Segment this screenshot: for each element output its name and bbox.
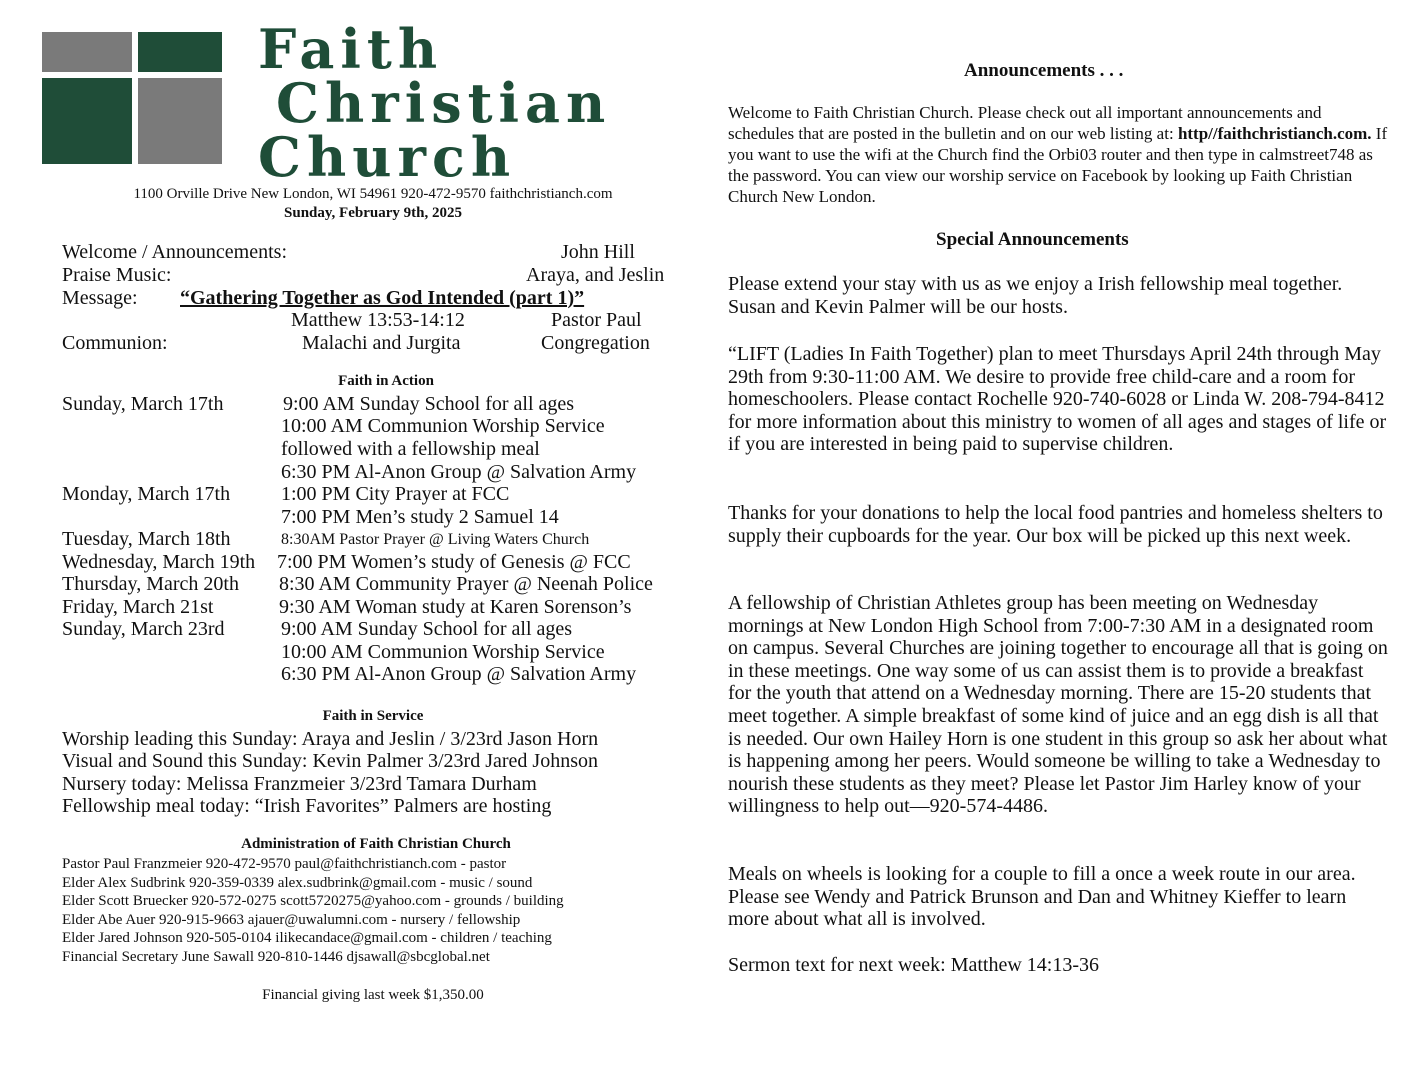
announcement-text: Please extend your stay with us as we enjoy a Irish fellowship meal together. Susan and Kevin Palmer will be our hosts. [728, 273, 1343, 318]
message-preacher: Pastor Paul [551, 309, 642, 331]
event-day: Thursday, March 20th [62, 573, 239, 595]
admin-line: Elder Scott Bruecker 920-572-0275 scott5720275@yahoo.com - grounds / building [62, 893, 564, 910]
logo-line-church: Church [258, 125, 517, 189]
praise-name: Araya, and Jeslin [526, 264, 665, 286]
event-text: 10:00 AM Communion Worship Service [281, 641, 605, 663]
service-line: Visual and Sound this Sunday: Kevin Palmer 3/23rd Jared Johnson [62, 750, 598, 772]
financial-giving: Financial giving last week $1,350.00 [262, 987, 484, 1003]
message-label: Message: [62, 287, 138, 309]
administration-heading: Administration of Faith Christian Church [241, 836, 511, 852]
administration-list [62, 855, 564, 967]
event-text: 6:30 PM Al-Anon Group @ Salvation Army [281, 663, 637, 685]
announcement-paragraph [728, 273, 1388, 318]
welcome-name: John Hill [561, 241, 635, 263]
event-text: 9:30 AM Woman study at Karen Sorenson’s [279, 596, 632, 618]
logo-block-gray-bottom-right [138, 78, 222, 164]
event-day: Sunday, March 17th [62, 393, 224, 415]
faith-in-action-heading: Faith in Action [338, 373, 434, 389]
praise-label: Praise Music: [62, 264, 172, 286]
announcement-text: Thanks for your donations to help the local food pantries and homeless shelters to supply their cupboards for the year. Our box will be picked up this next week. [728, 502, 1383, 547]
service-line: Worship leading this Sunday: Araya and Jeslin / 3/23rd Jason Horn [62, 728, 599, 750]
announcement-paragraph [728, 343, 1388, 456]
admin-line: Elder Abe Auer 920-915-9663 ajauer@uwalumni.com - nursery / fellowship [62, 911, 521, 928]
announcement-paragraph [728, 592, 1388, 818]
welcome-paragraph [728, 102, 1388, 207]
event-text: 9:00 AM Sunday School for all ages [283, 393, 575, 415]
announcement-paragraph [728, 502, 1388, 547]
event-text: 6:30 PM Al-Anon Group @ Salvation Army [281, 461, 637, 483]
event-text: 7:00 PM Men’s study 2 Samuel 14 [281, 506, 559, 528]
service-line: Fellowship meal today: “Irish Favorites” Palmers are hosting [62, 795, 552, 817]
communion-names: Malachi and Jurgita [302, 332, 461, 354]
church-address: 1100 Orville Drive New London, WI 54961 920-472-9570 faithchristianch.com [133, 186, 613, 202]
logo-block-green-top-right [138, 32, 222, 72]
event-text: followed with a fellowship meal [281, 438, 540, 460]
communion-who: Congregation [541, 332, 650, 354]
event-text: 1:00 PM City Prayer at FCC [281, 483, 510, 505]
admin-line: Pastor Paul Franzmeier 920-472-9570 paul@faithchristianch.com - pastor [62, 856, 507, 872]
welcome-text: Welcome to Faith Christian Church. Please check out all important announcements and schedules that are posted in the bulletin and on our web listing at: [728, 103, 1322, 143]
announcement-paragraph [728, 954, 1388, 977]
welcome-text-cont: If you want to use the wifi at the Church find the Orbi03 router and then type in calmstreet748 as the password. You can view our worship service on Facebook by looking up Faith Christian Church New London. [728, 124, 1388, 206]
logo-line-faith: Faith [258, 17, 444, 81]
service-line: Nursery today: Melissa Franzmeier 3/23rd Tamara Durham [62, 773, 537, 795]
event-day: Friday, March 21st [62, 596, 214, 618]
admin-line: Elder Jared Johnson 920-505-0104 ilikecandace@gmail.com - children / teaching [62, 930, 552, 947]
event-text: 9:00 AM Sunday School for all ages [281, 618, 573, 640]
announcement-text: “LIFT (Ladies In Faith Together) plan to meet Thursdays April 24th through May 29th from 9:30-11:00 AM. We desire to provide free child-care and a room for homeschoolers. Please contact Rochelle 920-740-6028 or Linda W. 208-794-8412 for more information about this ministry to women of all ages and stages of life or if you are interested in being paid to supervise children. [728, 343, 1387, 456]
bulletin-date: Sunday, February 9th, 2025 [284, 205, 462, 221]
announcement-paragraph [728, 863, 1388, 931]
event-text: 8:30AM Pastor Prayer @ Living Waters Church [281, 531, 590, 548]
event-text: 8:30 AM Community Prayer @ Neenah Police [279, 573, 653, 595]
website-link[interactable]: http//faithchristianch.com. [1177, 124, 1372, 143]
church-logo-mark [42, 32, 222, 164]
message-scripture: Matthew 13:53-14:12 [291, 309, 465, 331]
announcement-text: A fellowship of Christian Athletes group has been meeting on Wednesday mornings at New London High School from 7:00-7:30 AM in a designated room on campus. Several Churches are joining together to encourage all that is going on in these meetings. One way some of us can assist them is to provide a breakfast for the youth that attend on a Wednesday morning. There are 15-20 students that meet together. A simple breakfast of some kind of juice and an egg dish is all that is needed. Our own Hailey Horn is one student in this group so ask her about what is happening among her peers. Would someone be willing to take a Wednesday to nourish these students as they meet? Please let Pastor Jim Harley know of your willingness to help out—920-574-4486. [728, 592, 1388, 818]
welcome-label: Welcome / Announcements: [62, 241, 287, 263]
admin-line: Financial Secretary June Sawall 920-810-1446 djsawall@sbcglobal.net [62, 948, 490, 965]
event-day: Monday, March 17th [62, 483, 231, 505]
logo-block-gray-top-left [42, 32, 132, 72]
event-text: 10:00 AM Communion Worship Service [281, 415, 605, 437]
logo-line-christian: Christian [276, 71, 612, 135]
church-logo-text [258, 17, 612, 189]
communion-label: Communion: [62, 332, 168, 354]
logo-block-green-bottom-left [42, 78, 132, 164]
admin-line: Elder Alex Sudbrink 920-359-0339 alex.sudbrink@gmail.com - music / sound [62, 874, 533, 891]
event-day: Sunday, March 23rd [62, 618, 225, 640]
announcements-heading: Announcements . . . [964, 60, 1124, 81]
announcement-text: Meals on wheels is looking for a couple to fill a once a week route in our area. Please see Wendy and Patrick Brunson and Dan and Whitney Kieffer to learn more about what all is involved. [728, 863, 1356, 931]
message-title: “Gathering Together as God Intended (part 1)” [180, 287, 585, 309]
announcement-text: Sermon text for next week: Matthew 14:13-36 [728, 954, 1100, 976]
event-day: Tuesday, March 18th [62, 528, 231, 550]
event-day: Wednesday, March 19th [62, 551, 256, 573]
event-text: 7:00 PM Women’s study of Genesis @ FCC [277, 551, 631, 573]
special-announcements-heading: Special Announcements [936, 229, 1129, 250]
faith-in-service-heading: Faith in Service [322, 708, 424, 724]
